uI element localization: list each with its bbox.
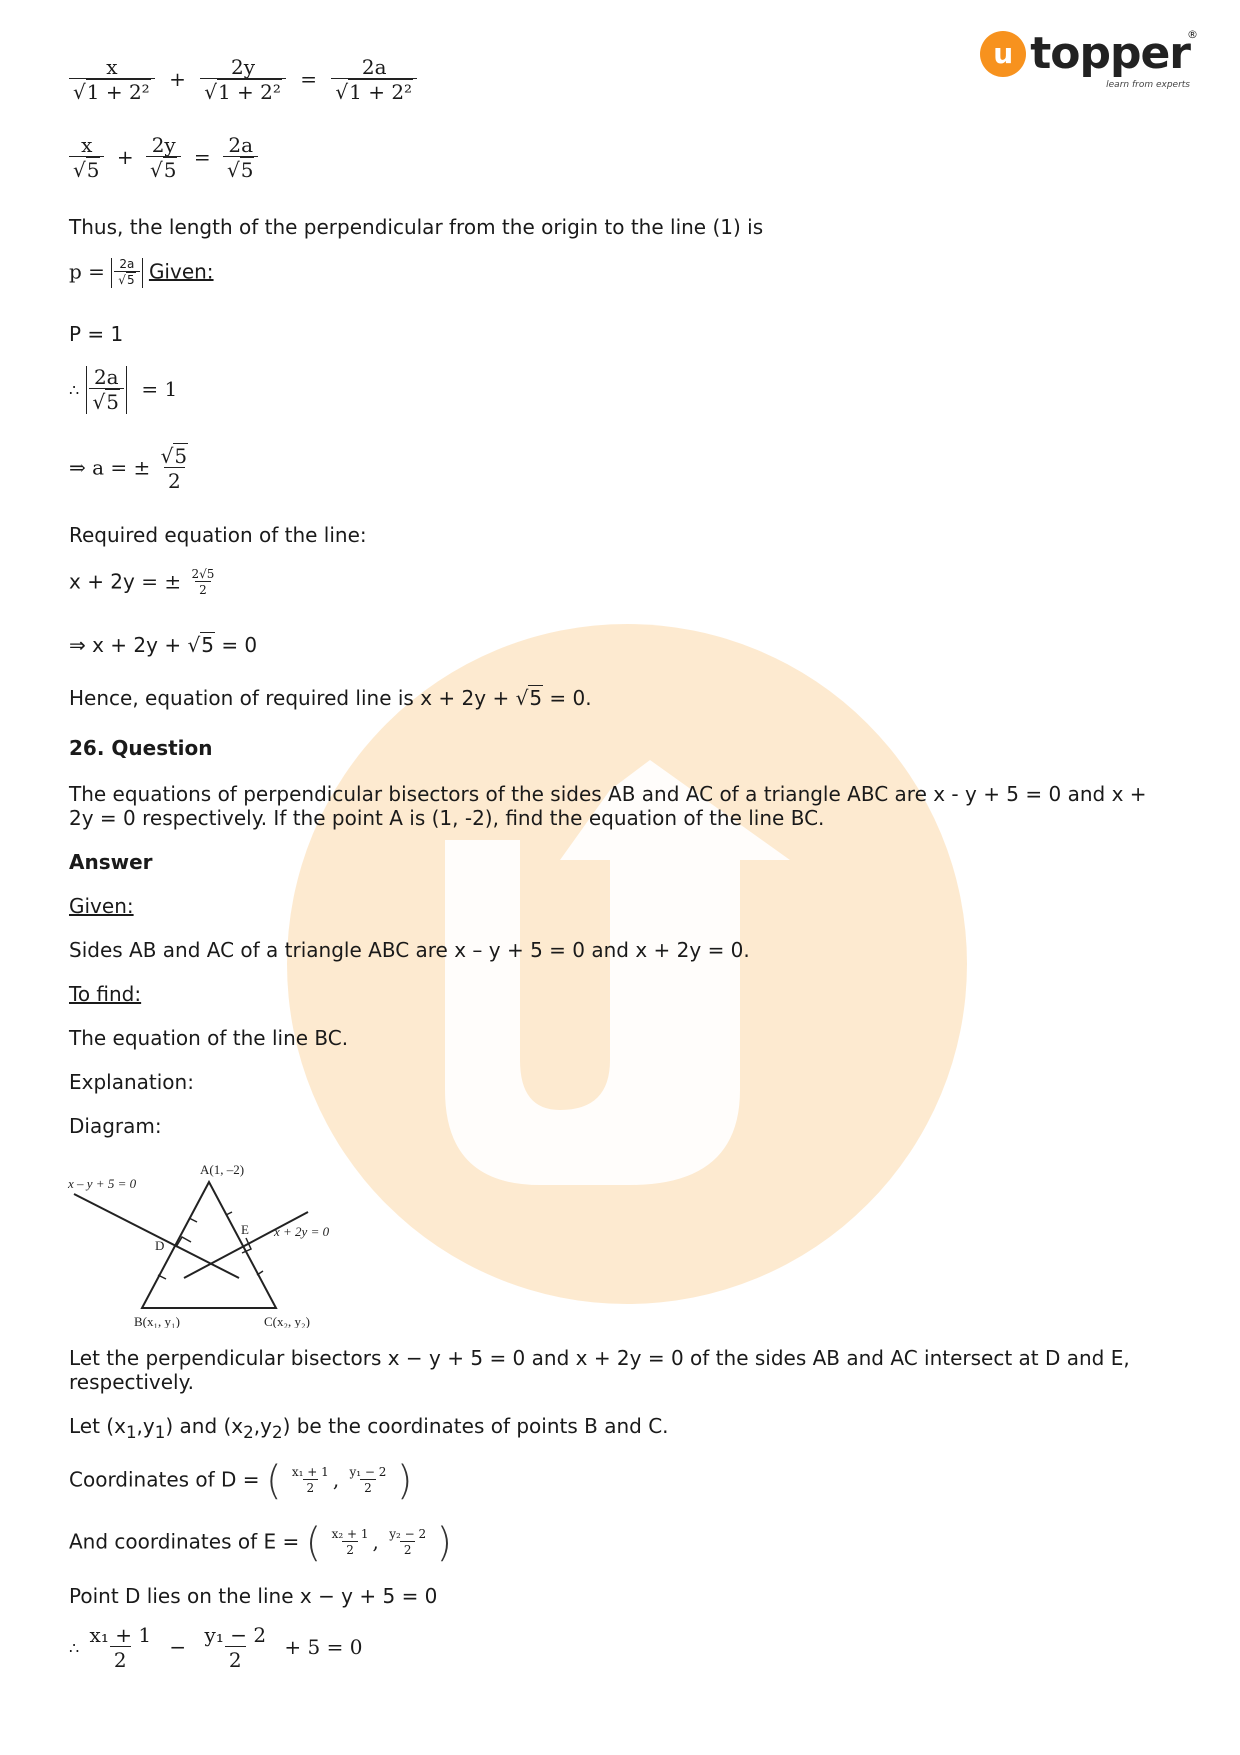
label-c: C(x₂, y₂) <box>264 1314 310 1328</box>
given-underlined: Given: <box>148 259 214 284</box>
answer-heading: Answer <box>69 850 153 874</box>
utopper-logo <box>980 28 1198 90</box>
implies-equation: ⇒ x + 2y + √5 = 0 <box>69 633 258 657</box>
label-e: E <box>241 1222 249 1237</box>
let-text-line-1: Let the perpendicular bisectors x − y + 5 = 0 and x + 2y = 0 of the sides AB and AC intersect at D and E, <box>69 1346 1130 1370</box>
therefore-equation: ∴ $\frac{2a}{√5}$ = 1 <box>69 365 178 414</box>
bisector-line-1 <box>74 1194 239 1278</box>
label-d: D <box>155 1238 165 1253</box>
given-text: Sides AB and AC of a triangle ABC are x – y + 5 = 0 and x + 2y = 0. <box>69 938 750 962</box>
x2y-equation: x + 2y = ± $\frac{2√5}{2}$ <box>69 567 215 598</box>
label-line2: x + 2y = 0 <box>274 1224 330 1239</box>
diagram-label: Diagram: <box>69 1114 162 1138</box>
coord-e-equation: And coordinates of E = ( $\frac{\text{x₂ + 1}}{2}$ , $\frac{\text{y₂ − 2}}{2}$ ) <box>69 1520 453 1566</box>
point-d-text: Point D lies on the line x − y + 5 = 0 <box>69 1584 438 1608</box>
question-text-line-2: 2y = 0 respectively. If the point A is (1, -2), find the equation of the line BC. <box>69 806 825 830</box>
p-value: P = 1 <box>69 322 124 346</box>
registered-mark: ® <box>1187 28 1198 41</box>
explanation-label: Explanation: <box>69 1070 194 1094</box>
thus-text: Thus, the length of the perpendicular from the origin to the line (1) is <box>69 215 764 239</box>
triangle-diagram <box>64 1158 364 1328</box>
coords-text: Let $(x_1,y_1)$ and $(x_2,y_2)$ be the coordinates of points B and C. <box>69 1414 669 1442</box>
p-equation: p = $\frac{2a}{√5}$ Given: <box>69 257 214 288</box>
equation-row-2: $\frac{x}{√5}$ + $\frac{2y}{√5}$ = $\frac{2a}{√5}$ <box>69 134 258 182</box>
given-label: Given: <box>69 894 134 918</box>
coord-d-equation: Coordinates of D = ( $\frac{\text{x₁ + 1}}{2}$ , $\frac{\text{y₁ − 2}}{2}$ ) <box>69 1458 413 1504</box>
a-equation: ⇒ a = ± $\frac{√5}{2}$ <box>69 444 188 493</box>
equation-row-1: $\frac{x}{\text{√1 + 2²}}$ + $\frac{2y}{\text{√1 + 2²}}$ = $\frac{2a}{\text{√1 + 2²}}$ <box>69 56 417 104</box>
tofind-text: The equation of the line BC. <box>69 1026 349 1050</box>
tofind-label: To find: <box>69 982 142 1006</box>
logo-tagline: learn from experts <box>1106 80 1190 90</box>
logo-name: topper <box>1030 28 1190 79</box>
question-heading: 26. Question <box>69 736 213 760</box>
question-text-line-1: The equations of perpendicular bisectors of the sides AB and AC of a triangle ABC are x - y + 5 = 0 and x + <box>69 782 1147 806</box>
let-text-line-2: respectively. <box>69 1370 194 1394</box>
required-text: Required equation of the line: <box>69 523 367 547</box>
final-equation: ∴ $\frac{\text{x₁ + 1}}{2}$ − $\frac{\text{y₁ − 2}}{2}$ + 5 = 0 <box>69 1623 363 1672</box>
hence-text: Hence, equation of required line is x + 2y + √5 = 0. <box>69 686 592 710</box>
logo-badge-icon: u <box>980 31 1026 77</box>
label-b: B(x₁, y₁) <box>134 1314 180 1328</box>
label-line1: x – y + 5 = 0 <box>68 1176 137 1191</box>
label-a: A(1, –2) <box>200 1162 245 1177</box>
